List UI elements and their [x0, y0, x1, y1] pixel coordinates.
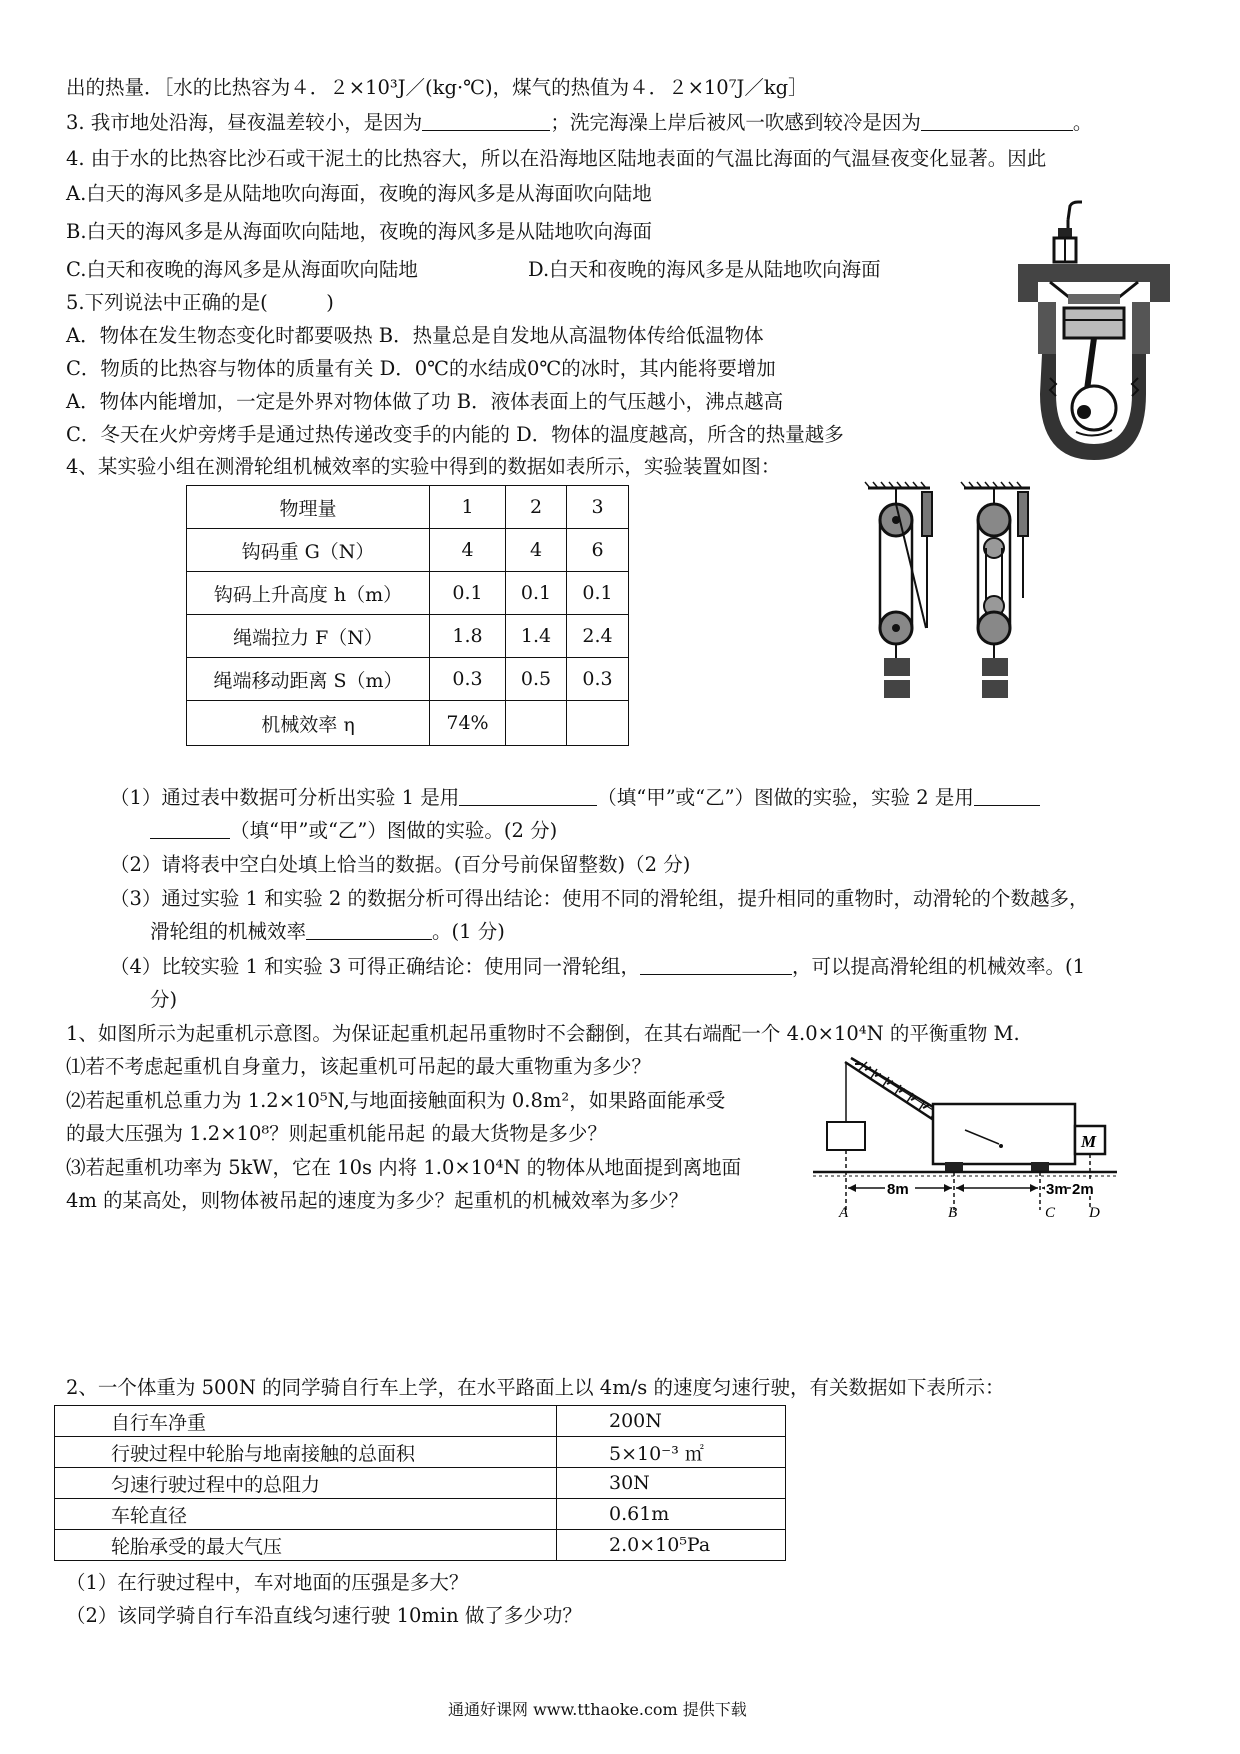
table-cell: 5×10⁻³ ㎡: [557, 1437, 786, 1468]
table-cell: 1: [430, 486, 506, 529]
question-5-options-2: C．物质的比热容与物体的质量有关 D．0℃的水结成0℃的冰时，其内能将要增加: [66, 357, 776, 380]
table-cell: 0.5: [506, 658, 567, 701]
pulley-question-stem: 4、某实验小组在测滑轮组机械效率的实验中得到的数据如表所示，实验装置如图：: [66, 455, 781, 478]
table-row: [187, 658, 629, 701]
table-cell: 匀速行驶过程中的总阻力: [55, 1468, 557, 1499]
answer-blank[interactable]: [921, 110, 1073, 131]
table-cell: 0.1: [506, 572, 567, 615]
footer-source: 通通好课网 www.tthaoke.com 提供下载: [448, 1700, 747, 1719]
crane-subq-1: ⑴若不考虑起重机自身童力，该起重机可吊起的最大重物重为多少？: [66, 1055, 652, 1078]
efficiency-blank-3[interactable]: [567, 701, 629, 746]
crane-subq-3-cont: 4m 的某高处，则物体被吊起的速度为多少？起重机的机械效率为多少？: [66, 1189, 689, 1212]
pulley-systems-figure: [860, 478, 1060, 718]
table-cell: 3: [567, 486, 629, 529]
table-cell: 0.61m: [557, 1499, 786, 1530]
question-3: [66, 110, 1092, 136]
dimension-label-cd: 2m: [1072, 1181, 1094, 1198]
answer-blank[interactable]: [150, 818, 230, 839]
answer-blank[interactable]: [974, 785, 1040, 806]
table-row: [55, 1499, 786, 1530]
question-5-options-3: A．物体内能增加，一定是外界对物体做了功 B．液体表面上的气压越小，沸点越高: [66, 390, 784, 413]
table-cell: 车轮直径: [55, 1499, 557, 1530]
subq-3-text-b: 滑轮组的机械效率: [150, 920, 307, 943]
option-a: A.白天的海风多是从陆地吹向海面，夜晚的海风多是从海面吹向陆地: [66, 182, 652, 205]
table-row: [55, 1530, 786, 1561]
point-label-c: C: [1045, 1205, 1056, 1220]
bike-data-table: [54, 1405, 786, 1561]
question-5-stem: 5.下列说法中正确的是( ): [66, 291, 334, 314]
pulley-subq-1-cont: [150, 818, 557, 844]
table-cell: 自行车净重: [55, 1406, 557, 1437]
efficiency-blank-2[interactable]: [506, 701, 567, 746]
table-cell: 1.8: [430, 615, 506, 658]
dimension-label-bc: 3m: [1046, 1181, 1068, 1198]
pulley-subq-2: （2）请将表中空白处填上恰当的数据。(百分号前保留整数)（2 分): [110, 853, 691, 876]
table-cell: 2.0×10⁵Pa: [557, 1530, 786, 1561]
answer-blank[interactable]: [459, 785, 597, 806]
table-cell: 2.4: [567, 615, 629, 658]
answer-blank[interactable]: [306, 919, 432, 940]
table-cell: 4: [430, 529, 506, 572]
option-b: B.白天的海风多是从海面吹向陆地，夜晚的海风多是从陆地吹向海面: [66, 220, 653, 243]
option-c: C.白天和夜晚的海风多是从海面吹向陆地: [66, 258, 418, 281]
bike-question-stem: 2、一个体重为 500N 的同学骑自行车上学，在水平路面上以 4m/s 的速度匀速行驶，有关数据如下表所示：: [66, 1376, 1005, 1399]
subq-4-text-a: （4）比较实验 1 和实验 3 可得正确结论：使用同一滑轮组，: [110, 955, 641, 978]
question-3-text-c: 。: [1072, 111, 1093, 134]
table-cell: 4: [506, 529, 567, 572]
pulley-subq-4-cont: 分): [150, 988, 178, 1011]
pulley-subq-1: [110, 785, 1040, 811]
bike-subq-2: （2）该同学骑自行车沿直线匀速行驶 10min 做了多少功？: [66, 1604, 582, 1627]
crane-subq-2-cont: 的最大压强为 1.2×10⁸？则起重机能吊起 的最大货物是多少？: [66, 1122, 607, 1145]
pulley-subq-3: （3）通过实验 1 和实验 2 的数据分析可得出结论：使用不同的滑轮组，提升相同的重物时，动滑轮的个数越多，: [110, 887, 1089, 910]
table-cell: 绳端拉力 F（N）: [187, 615, 430, 658]
bike-subq-1: （1）在行驶过程中，车对地面的压强是多大？: [66, 1571, 469, 1594]
question-3-text-a: 3. 我市地处沿海，昼夜温差较小，是因为: [66, 111, 423, 134]
pulley-data-table: [186, 485, 629, 746]
question-3-text-b: ；洗完海澡上岸后被风一吹感到较冷是因为: [550, 111, 921, 134]
crane-diagram: [805, 1050, 1135, 1220]
table-cell: 6: [567, 529, 629, 572]
table-cell: 200N: [557, 1406, 786, 1437]
table-cell: 1.4: [506, 615, 567, 658]
option-d: D.白天和夜晚的海风多是从陆地吹向海面: [528, 258, 881, 281]
table-cell: 行驶过程中轮胎与地南接触的总面积: [55, 1437, 557, 1468]
crane-subq-3: ⑶若起重机功率为 5kW，它在 10s 内将 1.0×10⁴N 的物体从地面提到离地面: [66, 1156, 742, 1179]
crane-subq-2: ⑵若起重机总重力为 1.2×10⁵N,与地面接触面积为 0.8m²，如果路面能承受: [66, 1089, 726, 1112]
table-row: [55, 1406, 786, 1437]
table-cell: 74%: [430, 701, 506, 746]
question-5-options-1: A．物体在发生物态变化时都要吸热 B．热量总是自发地从高温物体传给低温物体: [66, 324, 764, 347]
table-row: [187, 615, 629, 658]
pulley-subq-3-cont: [150, 919, 505, 945]
point-label-b: B: [948, 1205, 958, 1220]
answer-blank[interactable]: [422, 110, 550, 131]
table-cell: 0.3: [567, 658, 629, 701]
crane-question-stem: 1、如图所示为起重机示意图。为保证起重机起吊重物时不会翻倒，在其右端配一个 4.0×10⁴N 的平衡重物 M.: [66, 1022, 1020, 1045]
heat-problem-tail: 出的热量．［水的比热容为４．２×10³J／(kg·℃)，煤气的热值为４．２×10⁷J／kg］: [66, 76, 808, 99]
subq-3-text-c: 。(1 分): [432, 920, 505, 943]
table-row: [187, 529, 629, 572]
table-cell: 0.3: [430, 658, 506, 701]
table-cell: 机械效率 η: [187, 701, 430, 746]
table-cell: 30N: [557, 1468, 786, 1499]
point-label-a: A: [839, 1205, 849, 1220]
subq-1-text-b: （填“甲”或“乙”）图做的实验，实验 2 是用: [597, 786, 974, 809]
table-row: [187, 701, 629, 746]
question-4-stem: 4. 由于水的比热容比沙石或干泥土的比热容大，所以在沿海地区陆地表面的气温比海面的气温昼夜变化显著。因此: [66, 147, 1047, 170]
subq-1-text-c: （填“甲”或“乙”）图做的实验。(2 分): [230, 819, 558, 842]
table-cell: 钩码重 G（N）: [187, 529, 430, 572]
table-row: [187, 486, 629, 529]
table-row: [55, 1437, 786, 1468]
table-cell: 绳端移动距离 S（m）: [187, 658, 430, 701]
table-cell: 0.1: [567, 572, 629, 615]
subq-1-text-a: （1）通过表中数据可分析出实验 1 是用: [110, 786, 460, 809]
table-cell: 钩码上升高度 h（m）: [187, 572, 430, 615]
point-label-d: D: [1089, 1205, 1100, 1220]
table-cell: 0.1: [430, 572, 506, 615]
answer-blank[interactable]: [640, 954, 792, 975]
table-cell: 轮胎承受的最大气压: [55, 1530, 557, 1561]
table-cell: 2: [506, 486, 567, 529]
dimension-label-ab: 8m: [887, 1181, 909, 1198]
pulley-subq-4: [110, 954, 1085, 980]
counterweight-label: M: [1081, 1132, 1097, 1151]
table-row: [187, 572, 629, 615]
table-row: [55, 1468, 786, 1499]
table-cell: 物理量: [187, 486, 430, 529]
subq-4-text-b: ，可以提高滑轮组的机械效率。(1: [792, 955, 1086, 978]
question-5-options-4: C．冬天在火炉旁烤手是通过热传递改变手的内能的 D．物体的温度越高，所含的热量越多: [66, 423, 844, 446]
engine-cylinder-figure: [1010, 198, 1190, 476]
